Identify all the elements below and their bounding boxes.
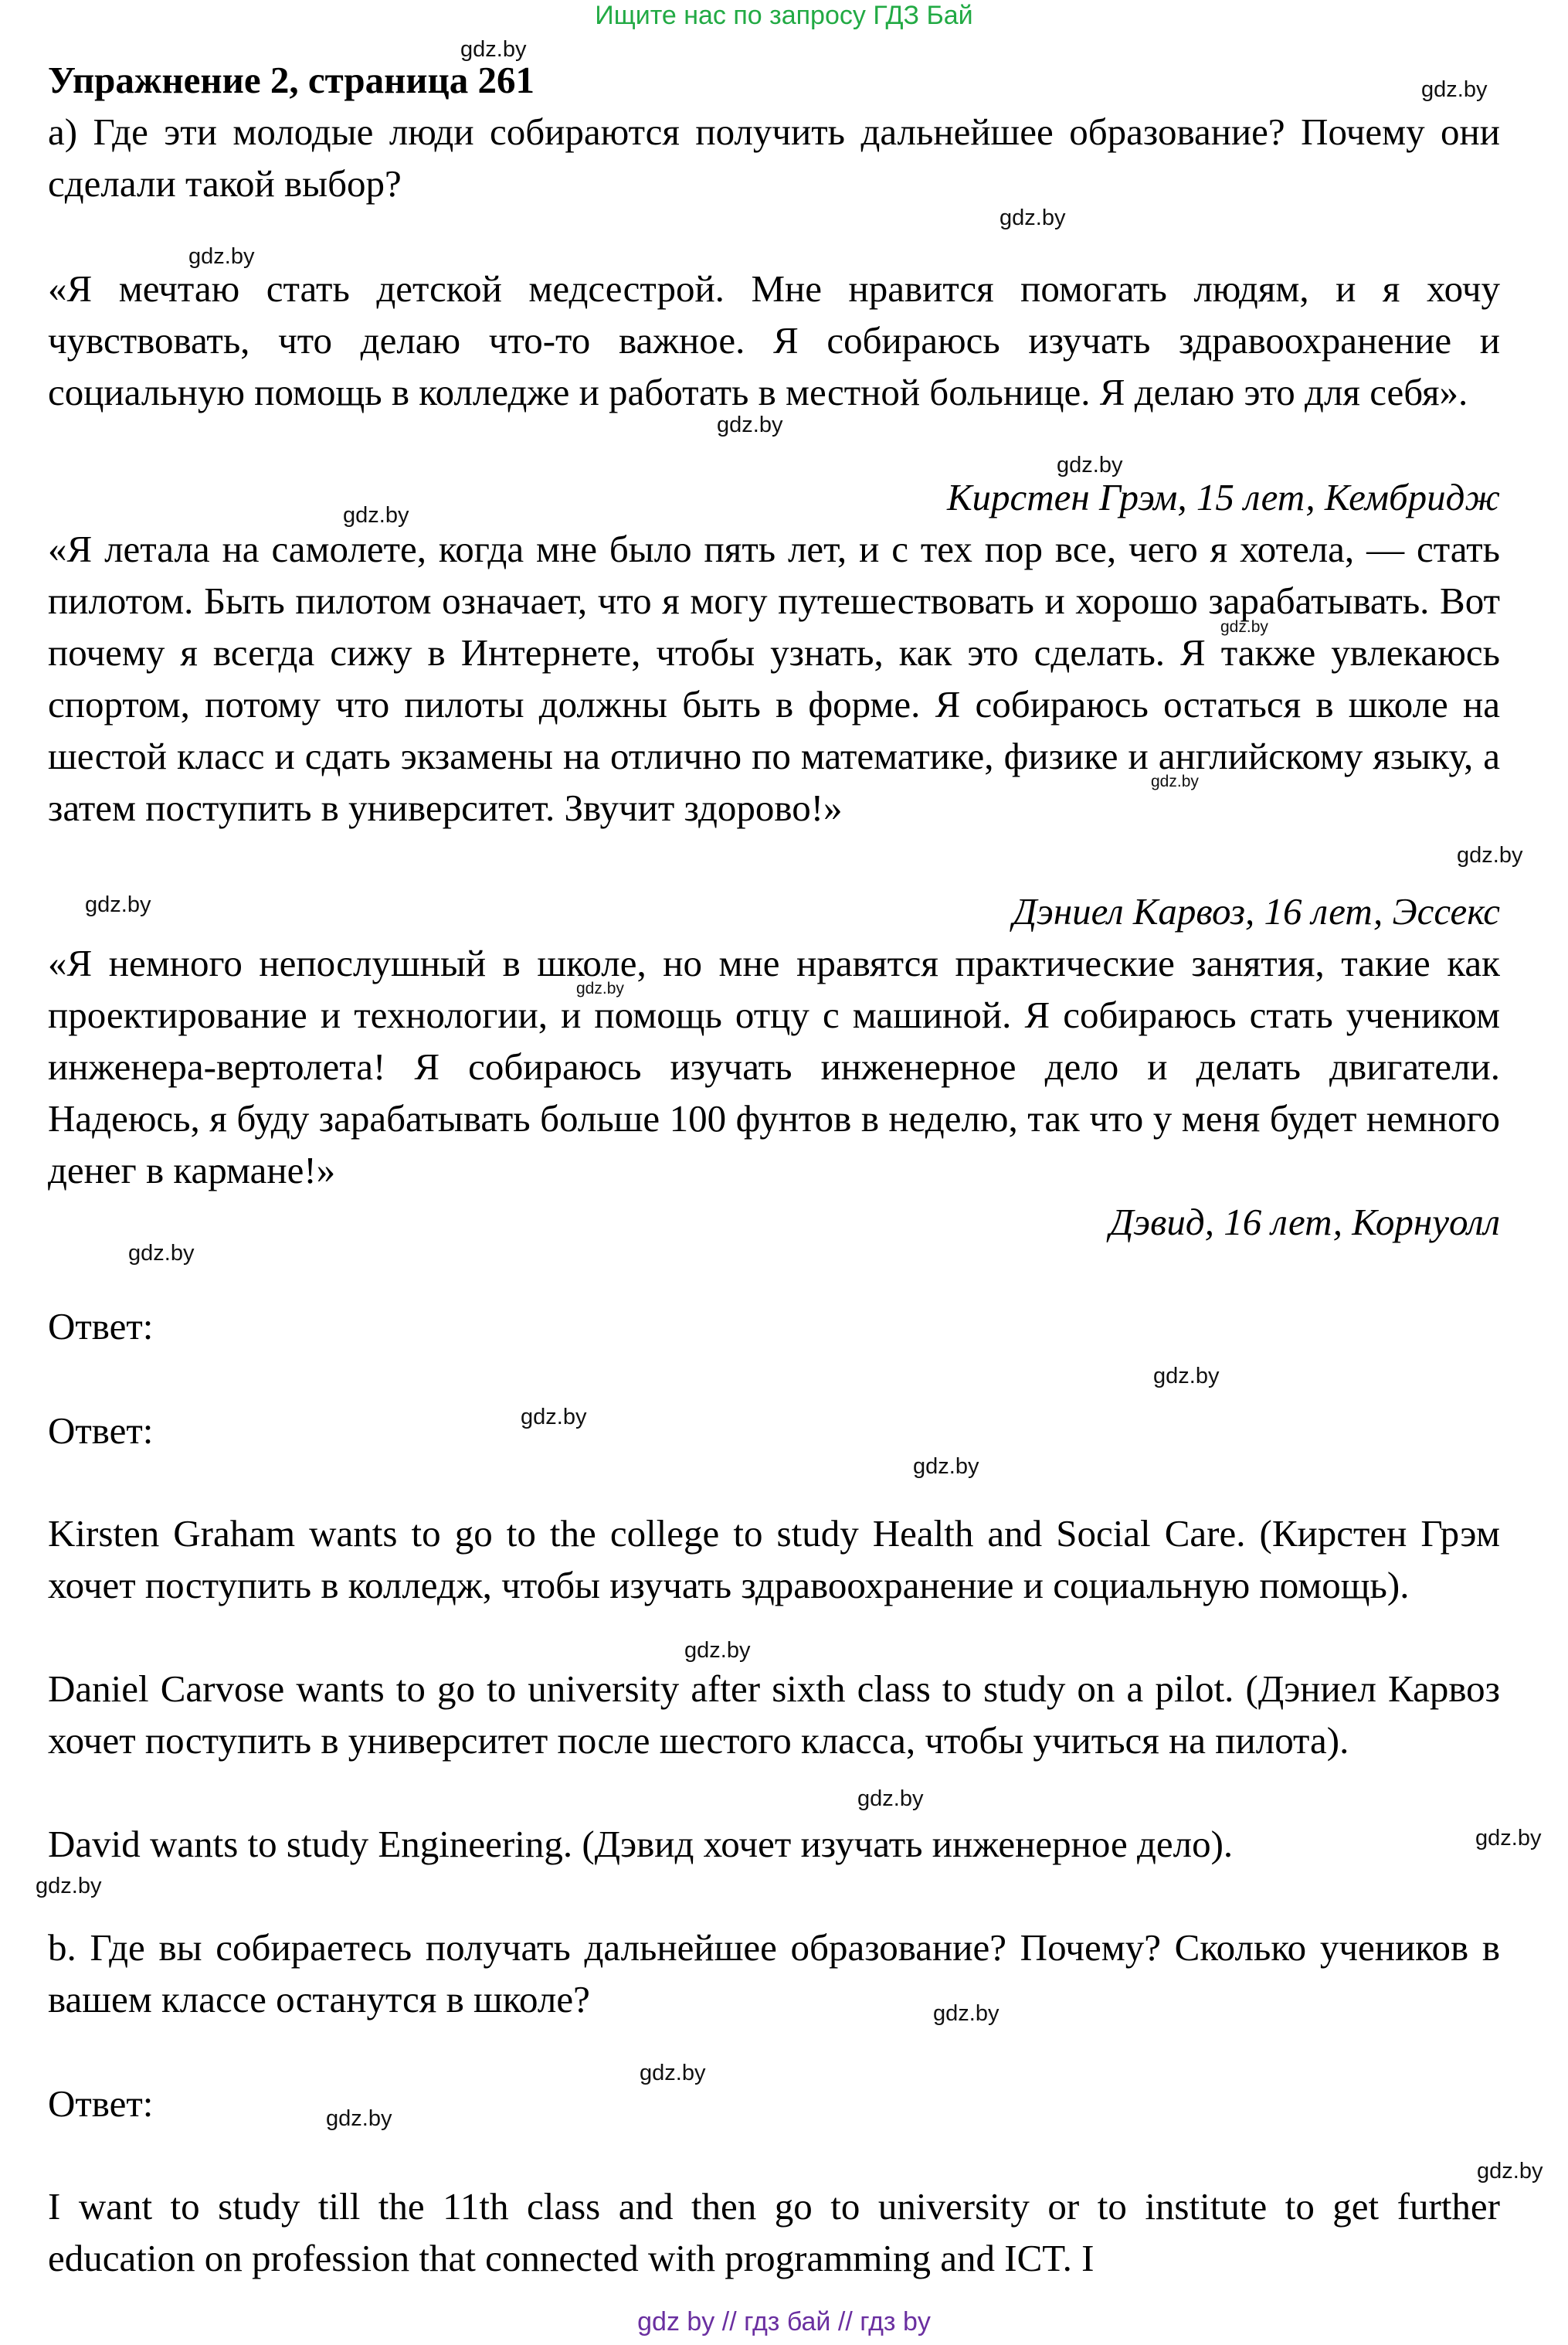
watermark: gdz.by [1153,1364,1220,1388]
watermark: gdz.by [684,1638,751,1663]
signature-kirsten: Кирстен Грэм, 15 лет, Кембридж [946,476,1500,518]
watermark: gdz.by [343,503,409,528]
watermark: gdz.by [717,413,783,437]
watermark: gdz.by [1475,1826,1542,1851]
watermark: gdz.by [326,2106,392,2131]
answer-label: Ответ: [48,1409,154,1452]
watermark: gdz.by [1057,453,1123,477]
watermark: gdz.by [1151,773,1199,790]
watermark: gdz.by [1457,843,1523,868]
answer-label: Ответ: [48,2082,154,2125]
question-a: а) Где эти молодые люди собираются получить дальнейшее образование? Почему они сделали такой выбор? [48,110,1500,205]
answer-b: I want to study till the 11th class and then go to university or to institute to get further education on profession that connected with programming and ICT. I [48,2185,1500,2279]
watermark: gdz.by [857,1786,924,1811]
quote-david: «Я немного непослушный в школе, но мне нравятся практические занятия, такие как проектирование и технологии, и помощь отцу с машиной. Я собираюсь стать учеником инженера-вертолета! Я собираюсь изучать инженерное дело и делать двигатели. Надеюсь, я буду зарабатывать больше 100 фунтов в неделю, так что у меня будет немного денег в кармане!» [48,942,1500,1191]
watermark: gdz.by [1421,77,1488,102]
watermark: gdz.by [85,892,151,917]
watermark: gdz.by [576,980,624,997]
answer-david: David wants to study Engineering. (Дэвид хочет изучать инженерное дело). [48,1823,1234,1865]
watermark: gdz.by [36,1874,102,1898]
signature-david: Дэвид, 16 лет, Корнуолл [1109,1201,1500,1243]
top-banner[interactable]: Ищите нас по запросу ГДЗ Бай [595,1,973,30]
bottom-banner[interactable]: gdz by // гдз бай // гдз by [637,2307,931,2337]
quote-kirsten: «Я мечтаю стать детской медсестрой. Мне нравится помогать людям, и я хочу чувствовать, что делаю что-то важное. Я собираюсь изучать здравоохранение и социальную помощь в колледже и работать в местной больнице. Я делаю это для себя». [48,267,1500,413]
answer-kirsten: Kirsten Graham wants to go to the college to study Health and Social Care. (Кирстен Грэм хочет поступить в колледж, чтобы изучать здравоохранение и социальную помощь). [48,1512,1500,1606]
watermark: gdz.by [521,1405,587,1429]
watermark: gdz.by [128,1241,195,1266]
exercise-title: Упражнение 2, страница 261 [48,59,535,101]
signature-daniel: Дэниел Карвоз, 16 лет, Эссекс [1013,890,1500,933]
watermark: gdz.by [1220,618,1268,636]
watermark: gdz.by [1477,2159,1543,2184]
watermark: gdz.by [460,37,527,62]
answer-daniel: Daniel Carvose wants to go to university after sixth class to study on a pilot. (Дэниел Карвоз хочет поступить в университет после шестого класса, чтобы учиться на пилота). [48,1667,1500,1762]
quote-daniel: «Я летала на самолете, когда мне было пять лет, и с тех пор все, чего я хотела, — стать пилотом. Быть пилотом означает, что я могу путешествовать и хорошо зарабатывать. Вот почему я всегда сижу в Интернете, чтобы узнать, как это сделать. Я также увлекаюсь спортом, потому что пилоты должны быть в форме. Я собираюсь остаться в школе на шестой класс и сдать экзамены на отлично по математике, физике и английскому языку, а затем поступить в университет. Звучит здорово!» [48,528,1500,829]
watermark: gdz.by [913,1454,979,1479]
watermark: gdz.by [933,2001,1000,2026]
question-b: b. Где вы собираетесь получать дальнейшее образование? Почему? Сколько учеников в вашем классе останутся в школе? [48,1926,1500,2020]
watermark: gdz.by [188,244,255,269]
answer-label: Ответ: [48,1305,154,1348]
watermark: gdz.by [640,2061,706,2085]
watermark: gdz.by [1000,206,1066,230]
